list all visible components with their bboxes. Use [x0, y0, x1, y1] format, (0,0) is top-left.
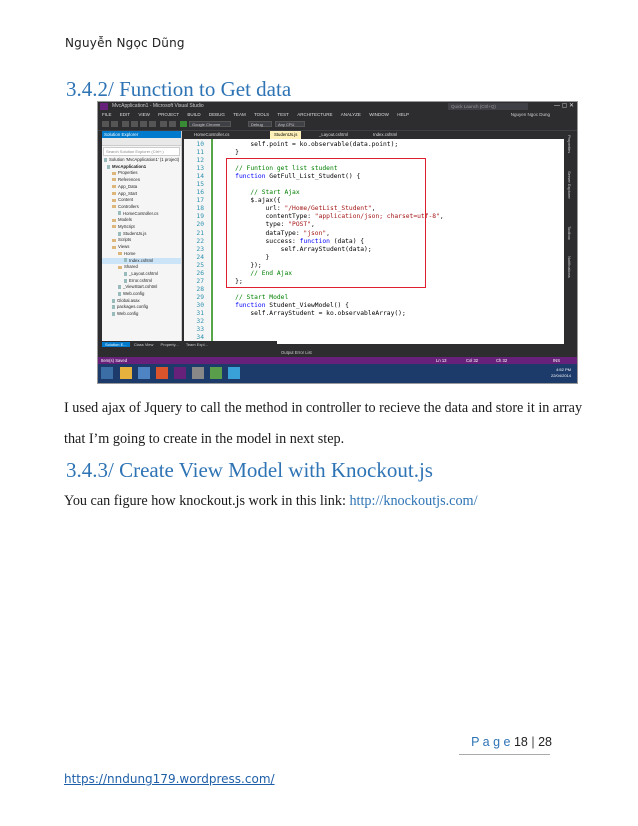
tree-item[interactable]: References [102, 177, 181, 184]
tree-item[interactable]: App_Start [102, 191, 181, 198]
panel-tab-property[interactable]: Property... [160, 342, 179, 347]
tree-item[interactable]: Content [102, 197, 181, 204]
line-number: 16 [196, 189, 204, 197]
code-text: success: function (data) { [220, 237, 365, 245]
tree-item[interactable]: HomeController.cs [102, 211, 181, 218]
tab-index[interactable]: Index.cshtml [373, 132, 398, 137]
code-text: $.ajax({ [220, 197, 281, 205]
menu-view[interactable]: VIEW [138, 112, 150, 117]
status-col: Col 32 [466, 358, 479, 363]
start-icon[interactable] [101, 367, 113, 379]
tree-item[interactable]: StudentJs.js [102, 231, 181, 238]
paint-icon[interactable] [228, 367, 240, 379]
tree-item[interactable]: packages.config [102, 304, 181, 311]
explorer-icon[interactable] [120, 367, 132, 379]
tree-item-selected[interactable]: Index.cshtml [102, 258, 181, 265]
right-tool-strip [564, 131, 577, 349]
line-number: 14 [196, 173, 204, 181]
footer-url-link[interactable]: https://nndung179.wordpress.com/ [64, 772, 275, 786]
code-text: self.point = ko.observable(data.point); [220, 141, 399, 148]
undo-icon[interactable] [160, 121, 167, 127]
status-ch: Ch 32 [496, 358, 508, 363]
menu-window[interactable]: WINDOW [369, 112, 389, 117]
menu-help[interactable]: HELP [397, 112, 409, 117]
menu-test[interactable]: TEST [277, 112, 289, 117]
code-text: function Student_ViewModel() { [235, 301, 349, 309]
tree-item[interactable]: Solution 'MvcApplication1' (1 project) [102, 157, 181, 164]
code-text: // End Ajax [220, 269, 293, 277]
knockout-link[interactable]: http://knockoutjs.com/ [349, 493, 478, 509]
side-tab-server-explorer[interactable]: Server Explorer [567, 171, 572, 199]
author-name: Nguyễn Ngọc Dũng [65, 36, 185, 50]
menu-tools[interactable]: TOOLS [253, 112, 270, 117]
line-number: 29 [196, 293, 204, 301]
code-line [184, 149, 444, 157]
footer-rule [459, 754, 550, 755]
code-line [184, 302, 444, 310]
code-text: self.ArrayStudent(data); [220, 245, 372, 253]
line-number: 23 [196, 245, 204, 253]
code-text: // Funtion get list student [220, 165, 338, 173]
save-all-icon[interactable] [149, 121, 156, 127]
solution-explorer-panel [102, 131, 182, 341]
code-text: // Start Model [220, 293, 289, 301]
code-text: }; [220, 277, 243, 285]
windows-taskbar [98, 364, 577, 383]
solution-explorer-toolbar[interactable] [102, 138, 181, 146]
tree-item[interactable]: Home [102, 251, 181, 258]
code-text: contentType: "application/json; charset=utf-8", [220, 213, 444, 221]
code-line [184, 294, 444, 302]
vs-window-title: MvcApplication1 - Microsoft Visual Studio [112, 103, 204, 109]
code-text: // Start Ajax [220, 189, 300, 197]
line-number: 21 [196, 229, 204, 237]
open-icon[interactable] [131, 121, 138, 127]
tree-item[interactable]: Web.config [102, 291, 181, 298]
line-number: 30 [196, 301, 204, 309]
line-number: 33 [196, 326, 204, 334]
tree-item[interactable]: _ViewStart.cshtml [102, 284, 181, 291]
new-project-icon[interactable] [122, 121, 129, 127]
code-line [184, 141, 444, 149]
side-tab-notifications[interactable]: Notifications [567, 256, 572, 278]
visual-studio-screenshot [97, 101, 578, 384]
tray-time: 4:52 PM [556, 367, 571, 372]
tree-item[interactable]: Error.cshtml [102, 278, 181, 285]
page-number [471, 735, 552, 749]
tool-icon[interactable] [192, 367, 204, 379]
line-number: 26 [196, 269, 204, 277]
forward-icon[interactable] [111, 121, 118, 127]
current-page: 18 [513, 735, 528, 749]
panel-tab-classview[interactable]: Class View [133, 342, 154, 347]
tree-item[interactable]: Scripts [102, 237, 181, 244]
signed-in-user[interactable]: Nguyen Ngoc Dung [510, 112, 550, 117]
paragraph-knockout-text: You can figure how knockout.js work in this link: [64, 493, 350, 509]
status-ins: INS [553, 358, 560, 363]
tray-date: 22/04/2014 [550, 372, 571, 378]
tab-layout[interactable]: _Layout.cshtml [319, 132, 348, 137]
code-text: url: "/Home/GetList_Student", [220, 205, 376, 213]
vs-logo-icon [100, 103, 108, 110]
line-number: 13 [196, 165, 204, 173]
line-number: 22 [196, 237, 204, 245]
tree-item[interactable]: MvcApplication1 [102, 164, 181, 171]
line-number: 10 [196, 141, 204, 148]
line-number: 28 [196, 285, 204, 293]
chrome-icon[interactable] [156, 367, 168, 379]
menu-team[interactable]: TEAM [233, 112, 246, 117]
status-message: Item(s) Saved [101, 358, 128, 363]
line-number: 18 [196, 205, 204, 213]
section-heading-view-model: 3.4.3/ Create View Model with Knockout.js [66, 458, 433, 482]
code-editor[interactable] [184, 139, 564, 344]
menu-build[interactable]: BUILD [187, 112, 201, 117]
total-pages: 28 [538, 735, 552, 749]
highlight-box [226, 158, 426, 288]
config-select[interactable]: Debug [248, 121, 272, 127]
output-tabs[interactable]: Output Error List [278, 349, 564, 357]
tree-item[interactable]: Global.asax [102, 298, 181, 305]
window-controls[interactable]: — ▢ ✕ [553, 103, 574, 109]
panel-tab-team[interactable]: Team Expl... [185, 342, 208, 347]
side-tab-toolbox[interactable]: Toolbox [567, 226, 572, 240]
visual-studio-icon[interactable] [174, 367, 186, 379]
line-number: 17 [196, 197, 204, 205]
line-number: 11 [196, 149, 204, 157]
solution-explorer-title: Solution Explorer [102, 131, 181, 138]
solution-tree [102, 157, 181, 318]
menu-edit[interactable]: EDIT [119, 112, 131, 117]
vs-toolbar [98, 119, 577, 131]
code-text: } [220, 253, 270, 261]
code-text: function GetFull_List_Student() { [235, 173, 361, 181]
line-number: 19 [196, 213, 204, 221]
tab-homecontroller[interactable]: HomeController.cs [194, 132, 230, 137]
page-label: P a g e [471, 735, 511, 749]
media-icon[interactable] [138, 367, 150, 379]
panel-tabs [102, 341, 277, 349]
tree-item[interactable]: Properties [102, 170, 181, 177]
status-bar [98, 357, 577, 364]
tree-item[interactable]: Controllers [102, 204, 181, 211]
code-text: type: "POST", [220, 221, 315, 229]
side-tab-properties[interactable]: Properties [567, 135, 572, 154]
menu-project[interactable]: PROJECT [158, 112, 180, 117]
line-number: 24 [196, 253, 204, 261]
status-line: Ln 13 [436, 358, 447, 363]
tree-item[interactable]: Models [102, 217, 181, 224]
code-line [184, 326, 444, 334]
page-separator: | [531, 735, 535, 749]
editor-tabs [184, 131, 564, 139]
menu-analyze[interactable]: ANALYZE [340, 112, 361, 117]
system-tray[interactable] [551, 367, 571, 378]
tree-item[interactable]: MyScript [102, 224, 181, 231]
tree-item[interactable]: Shared [102, 264, 181, 271]
redo-icon[interactable] [169, 121, 176, 127]
line-number: 15 [196, 181, 204, 189]
solution-search-input[interactable]: Search Solution Explorer (Ctrl+;) [103, 147, 180, 156]
code-line [184, 318, 444, 326]
tree-item[interactable]: Web.config [102, 311, 181, 318]
code-text: } [220, 149, 239, 157]
line-number: 27 [196, 277, 204, 285]
code-text: dataType: "json", [220, 229, 330, 237]
line-number: 12 [196, 157, 204, 165]
back-icon[interactable] [102, 121, 109, 127]
vs-menu-bar [98, 111, 577, 119]
menu-debug[interactable]: DEBUG [208, 112, 225, 117]
platform-select[interactable]: Any CPU [275, 121, 305, 127]
run-icon[interactable] [180, 121, 187, 127]
tree-item[interactable]: _Layout.cshtml [102, 271, 181, 278]
line-number: 20 [196, 221, 204, 229]
quick-launch-input[interactable]: Quick Launch (Ctrl+Q) [448, 103, 528, 110]
menu-architecture[interactable]: ARCHITECTURE [297, 112, 333, 117]
tree-item[interactable]: Views [102, 244, 181, 251]
code-line [184, 310, 444, 318]
line-number: 32 [196, 318, 204, 326]
menu-file[interactable]: FILE [102, 112, 112, 117]
save-icon[interactable] [140, 121, 147, 127]
tab-studentjs[interactable]: StudentJs.js [270, 131, 301, 139]
line-number: 31 [196, 309, 204, 317]
code-text: }); [220, 261, 262, 269]
line-number: 34 [196, 334, 204, 342]
section-heading-get-data: 3.4.2/ Function to Get data [66, 77, 292, 101]
panel-tab-solution[interactable]: Solution E... [102, 342, 130, 347]
code-text: self.ArrayStudent = ko.observableArray(); [220, 309, 406, 317]
tree-item[interactable]: App_Data [102, 184, 181, 191]
browser-select[interactable]: Google Chrome [189, 121, 231, 127]
paragraph-ajax: I used ajax of Jquery to call the method in controller to recieve the data and store it in array that I’m going to create in the model in next step. [64, 400, 583, 447]
vs-title-bar [98, 102, 577, 111]
line-number: 25 [196, 261, 204, 269]
app-icon[interactable] [210, 367, 222, 379]
paragraph-knockout [64, 486, 584, 517]
